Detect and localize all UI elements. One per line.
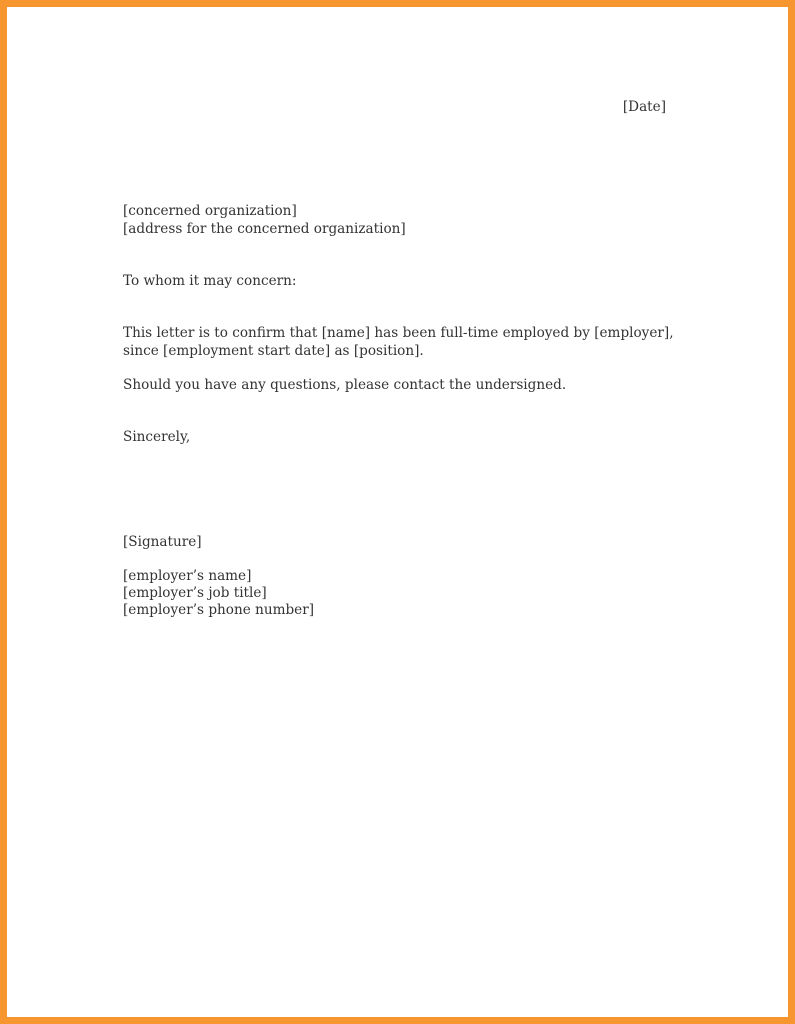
signature: [Signature] xyxy=(123,534,202,550)
signer-title: [employer’s job title] xyxy=(123,585,267,601)
body-line-1: This letter is to confirm that [name] has been full-time employed by [employer], xyxy=(123,325,674,341)
date: [Date] xyxy=(622,99,666,115)
salutation: To whom it may concern: xyxy=(123,273,297,289)
signer-phone: [employer’s phone number] xyxy=(123,602,315,618)
valediction: Sincerely, xyxy=(123,429,191,445)
signer-name: [employer’s name] xyxy=(123,568,252,584)
recipient-organization: [concerned organization] xyxy=(123,203,297,219)
recipient-address: [address for the concerned organization] xyxy=(123,221,406,237)
body-line-2: since [employment start date] as [position]. xyxy=(123,343,424,359)
closing-note: Should you have any questions, please contact the undersigned. xyxy=(123,377,567,393)
